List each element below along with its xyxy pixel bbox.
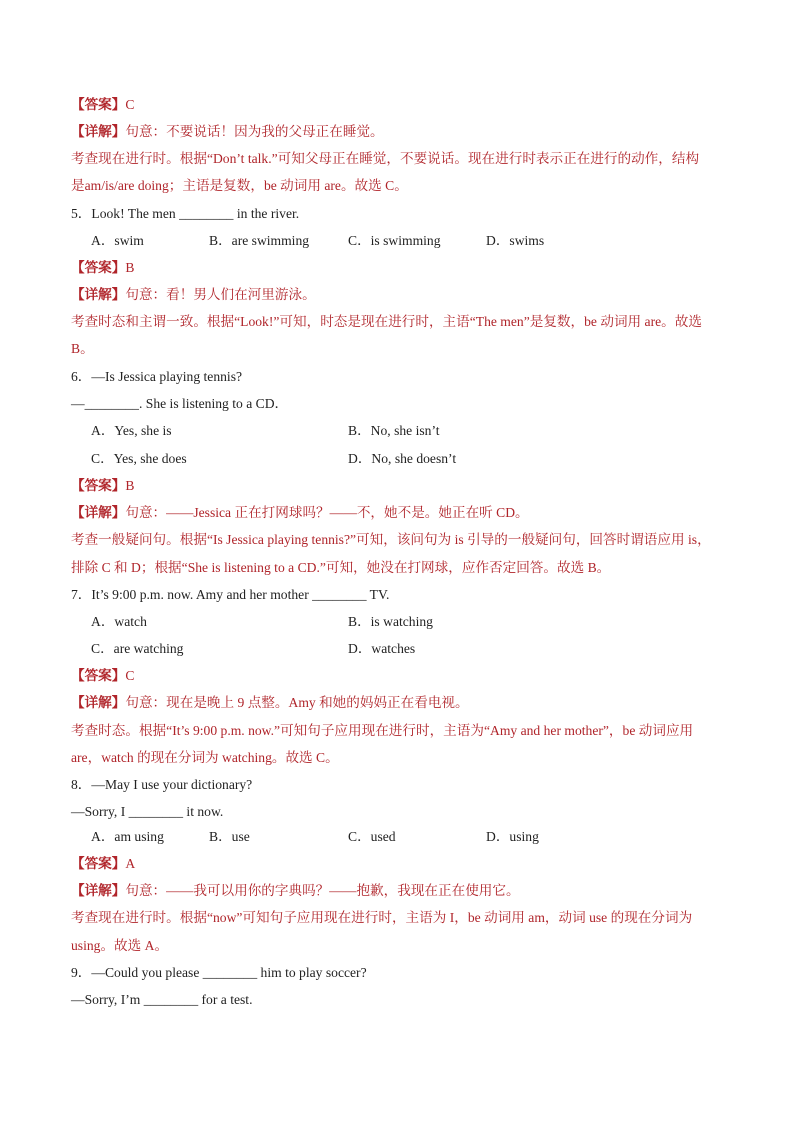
q4-exp-text: 动词用 <box>276 178 325 193</box>
q9-stem: 9．—Could you please ________ him to play soccer? <box>71 965 367 980</box>
q7-exp-term: are <box>71 750 88 765</box>
q8-stem: 8．—May I use your dictionary? <box>71 777 253 792</box>
q7-exp-quote: “It’s 9:00 p.m. now.” <box>166 723 281 738</box>
q4-exp-term: are <box>324 178 341 193</box>
q7-stem: 7．It’s 9:00 p.m. now. Amy and her mother ________ TV. <box>71 587 390 602</box>
q7-exp-text: 动词应用 <box>635 723 694 738</box>
q8-exp-text: 的现在分词为 <box>607 910 693 925</box>
q6-exp-text: ， <box>697 532 711 547</box>
q8-exp-term: use <box>589 910 608 925</box>
q7-answer-line <box>71 667 134 685</box>
q4-exp-quote: “Don’t talk.” <box>206 151 278 166</box>
q7-option-c: C．are watching <box>91 641 184 656</box>
q4-answer-line <box>71 96 134 114</box>
q8-option-d: D．using <box>486 829 539 844</box>
q8-exp-quote: “now” <box>206 910 243 925</box>
q7-exp-term: watching <box>222 750 272 765</box>
q6-option-c: C．Yes, she does <box>91 451 187 466</box>
q4-exp-text: 考查现在进行时。根据 <box>71 151 207 166</box>
q8-exp-term: am <box>528 910 545 925</box>
q8-exp-text: 考查现在进行时。根据 <box>71 910 207 925</box>
q5-option-c: C．is swimming <box>348 233 441 248</box>
q4-exp-text: 。 <box>394 178 408 193</box>
q7-meaning: 句意：现在是晚上 9 点整。Amy 和她的妈妈正在看电视。 <box>125 695 469 710</box>
q7-explanation-line-1 <box>71 722 693 740</box>
q7-exp-text: 。故选 C。 <box>271 750 339 765</box>
q8-explanation-line-1 <box>71 909 692 927</box>
q4-exp-text: 可知父母正在睡觉，不要说话。现在进行时表示正在进行的动作，结构 <box>277 151 700 166</box>
q6-explanation-line-1 <box>71 531 711 549</box>
q8-meaning: 句意：——我可以用你的字典吗？——抱歉，我现在正在使用它。 <box>125 883 520 898</box>
q8-explanation-line-2 <box>71 937 168 955</box>
q6-option-a: A．Yes, she is <box>91 423 172 438</box>
q7-exp-text: ， <box>87 750 102 765</box>
q4-answer-value: C <box>125 97 135 112</box>
q5-exp-quote: “Look!” <box>234 314 280 329</box>
q5-option-d: D．swims <box>486 233 545 248</box>
q6-exp-term: is <box>454 532 464 547</box>
q7-exp-text: ， <box>608 723 623 738</box>
q6-exp-text: 可知，她没在打网球，应作否定回答。故选 B。 <box>325 560 611 575</box>
q4-exp-text: ；主语是复数， <box>168 178 264 193</box>
q6-option-b: B．No, she isn’t <box>348 423 440 438</box>
q8-stem-response: —Sorry, I ________ it now. <box>71 804 224 819</box>
q5-explanation-line-1 <box>71 313 702 331</box>
q6-answer-label: 【答案】 <box>71 478 126 493</box>
q8-answer-line <box>71 855 135 873</box>
q5-answer-label: 【答案】 <box>71 260 126 275</box>
q4-meaning: 句意：不要说话！因为我的父母正在睡觉。 <box>125 124 384 139</box>
q7-exp-term: be <box>622 723 636 738</box>
q4-explanation-line-1 <box>71 150 699 168</box>
q7-exp-text: 的现在分词为 <box>133 750 223 765</box>
q8-exp-text: 。故选 A。 <box>100 938 169 953</box>
q5-exp-quote: “The men” <box>469 314 530 329</box>
q5-stem: 5．Look! The men ________ in the river. <box>71 206 300 221</box>
q4-detail-line <box>71 123 384 141</box>
q7-answer-label: 【答案】 <box>71 668 126 683</box>
q4-exp-text: 是 <box>71 178 85 193</box>
q4-answer-label: 【答案】 <box>71 97 126 112</box>
q6-explanation-line-2 <box>71 559 610 577</box>
q5-exp-text: 。故选 <box>661 314 702 329</box>
q5-detail-line <box>71 286 316 304</box>
q5-exp-text: 可知，时态是现在进行时，主语 <box>279 314 470 329</box>
q8-exp-text: 可知句子应用现在进行时，主语为 I， <box>242 910 468 925</box>
q6-exp-text: 排除 C 和 D；根据 <box>71 560 182 575</box>
q5-meaning: 句意：看！男人们在河里游泳。 <box>125 287 316 302</box>
q5-exp-text: 考查时态和主谓一致。根据 <box>71 314 235 329</box>
q4-explanation-line-2 <box>71 177 408 195</box>
q5-explanation-line-2: B。 <box>71 341 94 356</box>
q6-detail-label: 【详解】 <box>71 505 126 520</box>
q7-exp-quote: “Amy and her mother” <box>483 723 609 738</box>
q7-detail-line <box>71 694 469 712</box>
q8-option-b: B．use <box>209 829 250 844</box>
q6-stem: 6．—Is Jessica playing tennis? <box>71 369 243 384</box>
q8-detail-label: 【详解】 <box>71 883 126 898</box>
q4-exp-text: 。故选 <box>340 178 386 193</box>
q8-answer-label: 【答案】 <box>71 856 126 871</box>
q5-exp-term: be <box>584 314 597 329</box>
q5-exp-text: 是复数， <box>529 314 585 329</box>
q5-answer-line <box>71 259 134 277</box>
q5-exp-text: 动词用 <box>596 314 645 329</box>
q6-detail-line <box>71 504 529 522</box>
q6-meaning: 句意：——Jessica 正在打网球吗？——不，她不是。她正在听 CD。 <box>125 505 529 520</box>
q5-option-a: A．swim <box>91 233 144 248</box>
q7-exp-text: 可知句子应用现在进行时，主语为 <box>280 723 484 738</box>
q8-option-a: A．am using <box>91 829 164 844</box>
q7-option-d: D．watches <box>348 641 416 656</box>
q6-exp-term: is <box>687 532 698 547</box>
q7-detail-label: 【详解】 <box>71 695 126 710</box>
q6-exp-text: 考查一般疑问句。根据 <box>71 532 207 547</box>
q8-exp-text: 动词用 <box>480 910 529 925</box>
q5-option-b: B．are swimming <box>209 233 310 248</box>
q6-exp-text: 引导的一般疑问句，回答时谓语应用 <box>463 532 688 547</box>
q8-answer-value: A <box>125 856 136 871</box>
q8-exp-term: using <box>71 938 101 953</box>
q9-stem-response: —Sorry, I’m ________ for a test. <box>71 992 253 1007</box>
q5-exp-term: are <box>644 314 662 329</box>
q7-answer-value: C <box>125 668 135 683</box>
q6-answer-line <box>71 477 134 495</box>
q8-exp-term: be <box>467 910 481 925</box>
q7-exp-term: watch <box>101 750 134 765</box>
q4-detail-label: 【详解】 <box>71 124 126 139</box>
q6-exp-quote: “Is Jessica playing tennis?” <box>206 532 357 547</box>
q4-exp-text: C <box>385 178 395 193</box>
q7-option-b: B．is watching <box>348 614 433 629</box>
q6-exp-quote: “She is listening to a CD.” <box>181 560 326 575</box>
q5-answer-value: B <box>125 260 135 275</box>
q7-explanation-line-2 <box>71 749 339 767</box>
q5-detail-label: 【详解】 <box>71 287 126 302</box>
q7-option-a: A．watch <box>91 614 147 629</box>
q4-exp-term: be <box>263 178 277 193</box>
q6-answer-value: B <box>125 478 135 493</box>
q7-exp-text: 考查时态。根据 <box>71 723 167 738</box>
q8-option-c: C．used <box>348 829 396 844</box>
q8-exp-text: ，动词 <box>544 910 590 925</box>
q6-stem-response: —________. She is listening to a CD． <box>71 396 289 411</box>
q6-exp-text: 可知，该问句为 <box>356 532 455 547</box>
q4-exp-structure: am/is/are doing <box>84 178 169 193</box>
q6-option-d: D．No, she doesn’t <box>348 451 457 466</box>
q8-detail-line <box>71 882 520 900</box>
